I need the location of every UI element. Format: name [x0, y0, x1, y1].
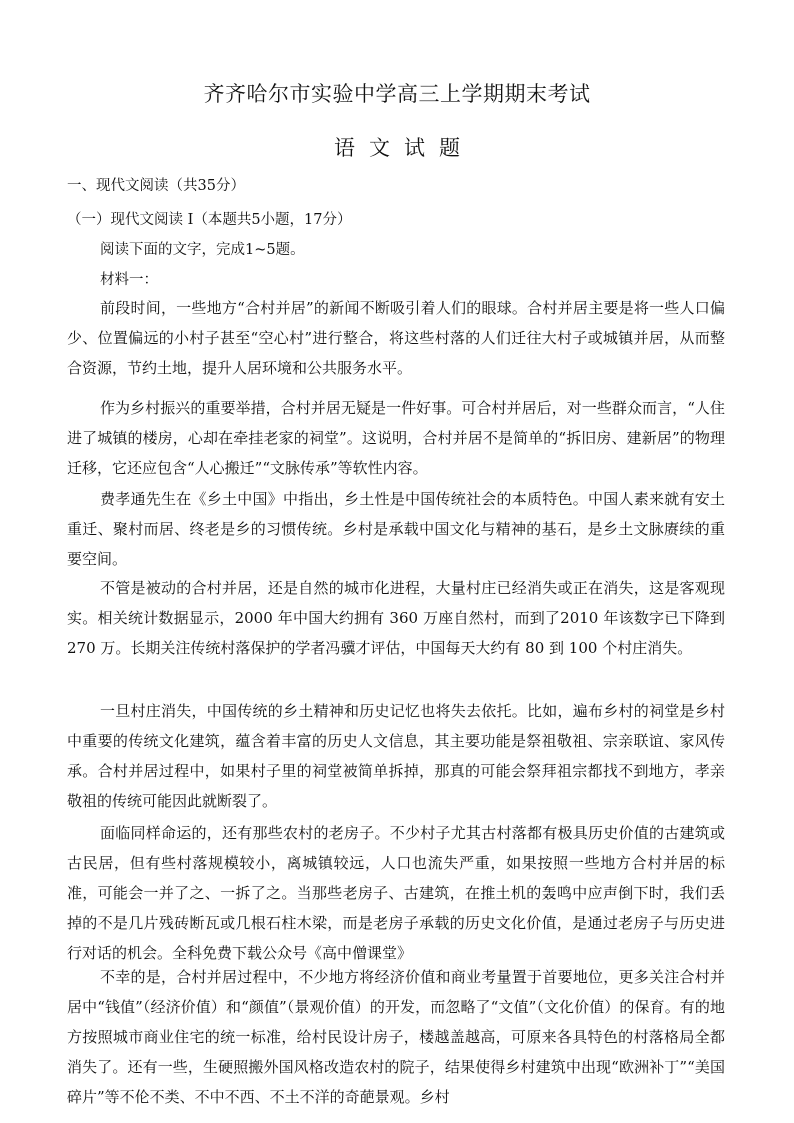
paragraph-3: 费孝通先生在《乡土中国》中指出，乡土性是中国传统社会的本质特色。中国人素来就有安土重迁、聚村而居、终老是乡的习惯传统。乡村是承载中国文化与精神的基石，是乡土文脉赓续的重要空间。 [67, 490, 725, 568]
section-heading: 一、现代文阅读（共35分） [67, 178, 245, 194]
paragraph-4: 不管是被动的合村并居，还是自然的城市化进程，大量村庄已经消失或正在消失，这是客观现实。相关统计数据显示，2000 年中国大约拥有 360 万座自然村，而到了2010 年该数字已下降到 270 万。长期关注传统村落保护的学者冯骥才评估，中国每天大约有 80 到 100 个村庄消失。 [67, 579, 725, 657]
paragraph-6: 面临同样命运的，还有那些农村的老房子。不少村子尤其古村落都有极具历史价值的古建筑或古民居，但有些村落规模较小，离城镇较远，人口也流失严重，如果按照一些地方合村并居的标准，可能会一并了之、一拆了之。当那些老房子、古建筑，在推土机的轰鸣中应声倒下时，我们丢掉的不是几片残砖断瓦或几根石柱木梁，而是老房子承载的历史文化价值，是通过老房子与历史进行对话的机会。全科免费下载公众号《高中僧课堂》 [67, 824, 725, 962]
document-title: 齐齐哈尔市实验中学高三上学期期末考试 [203, 82, 591, 106]
document-subtitle: 语文试题 [334, 136, 474, 160]
paragraph-5: 一旦村庄消失，中国传统的乡土精神和历史记忆也将失去依托。比如，遍布乡村的祠堂是乡村中重要的传统文化建筑，蕴含着丰富的历史人文信息，其主要功能是祭祖敬祖、宗亲联谊、家风传承。合村并居过程中，如果村子里的祠堂被简单拆掉，那真的可能会祭拜祖宗都找不到地方，孝亲敬祖的传统可能因此就断裂了。 [67, 702, 725, 810]
sub-section-heading: （一）现代文阅读 Ⅰ（本题共5小题，17分） [67, 212, 352, 228]
material-label: 材料一： [100, 272, 158, 288]
paragraph-1: 前段时间，一些地方“合村并居”的新闻不断吸引着人们的眼球。合村并居主要是将一些人口偏少、位置偏远的小村子甚至“空心村”进行整合，将这些村落的人们迁往大村子或城镇并居，从而整合资源，节约土地，提升人居环境和公共服务水平。 [67, 299, 725, 377]
instruction-text: 阅读下面的文字，完成1~5题。 [100, 242, 305, 258]
paragraph-7: 不幸的是，合村并居过程中，不少地方将经济价值和商业考量置于首要地位，更多关注合村并居中“钱值”（经济价值）和“颜值”（景观价值）的开发，而忽略了“文值”（文化价值）的保育。有的地方按照城市商业住宅的统一标准，给村民设计房子，楼越盖越高，可原来各具特色的村落格局全都消失了。还有一些，生硬照搬外国风格改造农村的院子，结果使得乡村建筑中出现“欧洲补丁”“美国碎片”等不伦不类、不中不西、不土不洋的奇葩景观。乡村 [67, 968, 725, 1106]
paragraph-2: 作为乡村振兴的重要举措，合村并居无疑是一件好事。可合村并居后，对一些群众而言，“人住进了城镇的楼房，心却在牵挂老家的祠堂”。这说明，合村并居不是简单的“拆旧房、建新居”的物理迁移，它还应包含“人心搬迁”“文脉传承”等软性内容。 [67, 399, 725, 477]
